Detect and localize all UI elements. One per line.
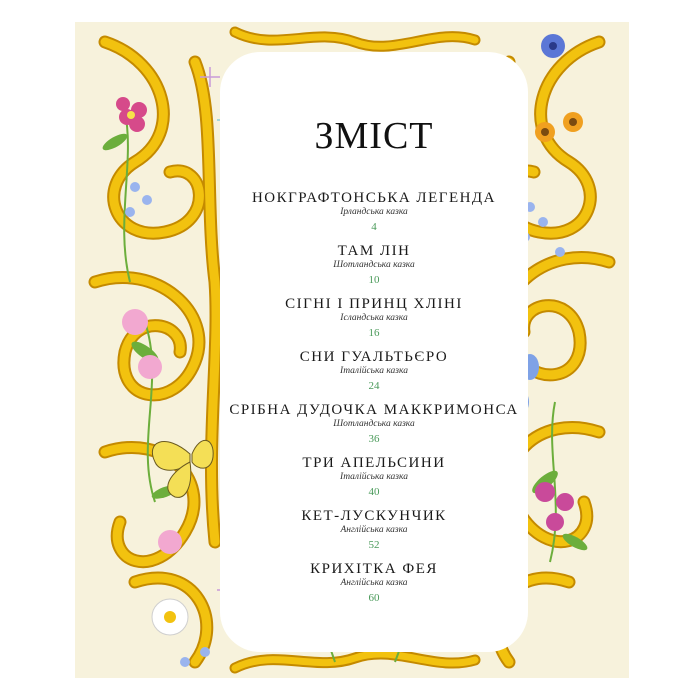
toc-entry-page-number: 40 — [368, 486, 380, 498]
toc-entry-title: КЕТ-ЛУСКУНЧИК — [301, 508, 447, 524]
toc-entry-subtitle: Італійська казка — [340, 472, 408, 482]
daisy-bottom-left — [152, 599, 188, 635]
toc-entry-title: СНИ ГУАЛЬТЬЄРО — [299, 349, 449, 365]
toc-entry[interactable] — [220, 349, 528, 399]
toc-entry[interactable] — [220, 561, 528, 611]
toc-entry[interactable] — [220, 455, 528, 505]
blue-cornflower-top-right — [541, 34, 565, 58]
gold-scroll-left — [95, 42, 216, 662]
toc-entry-title: ТАМ ЛІН — [337, 243, 411, 259]
toc-entry[interactable] — [220, 508, 528, 558]
toc-entry-title: СРІБНА ДУДОЧКА МАККРИМОНСА — [229, 402, 519, 418]
toc-entry[interactable] — [220, 190, 528, 240]
toc-entry-title: СІГНІ І ПРИНЦ ХЛІНІ — [285, 296, 463, 312]
toc-entry-subtitle: Ісландська казка — [340, 313, 408, 323]
toc-entry-page-number: 10 — [368, 274, 380, 286]
toc-panel — [220, 52, 528, 652]
toc-entry-subtitle: Англійська казка — [340, 578, 408, 588]
toc-entry-page-number: 52 — [368, 539, 380, 551]
toc-entry-page-number: 36 — [368, 433, 380, 445]
toc-entry-subtitle: Італійська казка — [340, 366, 408, 376]
toc-entry-page-number: 60 — [368, 592, 380, 604]
magenta-geranium — [535, 482, 574, 531]
toc-title: ЗМІСТ — [314, 115, 434, 157]
toc-entry-subtitle: Шотландська казка — [333, 260, 415, 270]
toc-entry-subtitle: Ірландська казка — [340, 207, 408, 217]
toc-entry[interactable] — [220, 402, 528, 452]
toc-entry-page-number: 4 — [371, 221, 377, 233]
toc-entry-page-number: 24 — [368, 380, 380, 392]
book-page — [75, 22, 629, 678]
toc-entry-page-number: 16 — [368, 327, 380, 339]
toc-entry-title: КРИХІТКА ФЕЯ — [310, 561, 438, 577]
toc-entry-subtitle: Англійська казка — [340, 525, 408, 535]
pink-flower-top-left — [116, 97, 147, 132]
toc-entry[interactable] — [220, 243, 528, 293]
toc-entry-title: НОКГРАФТОНСЬКА ЛЕГЕНДА — [251, 190, 497, 206]
toc-entry-subtitle: Шотландська казка — [333, 419, 415, 429]
toc-entry[interactable] — [220, 296, 528, 346]
toc-entry-title: ТРИ АПЕЛЬСИНИ — [302, 455, 446, 471]
